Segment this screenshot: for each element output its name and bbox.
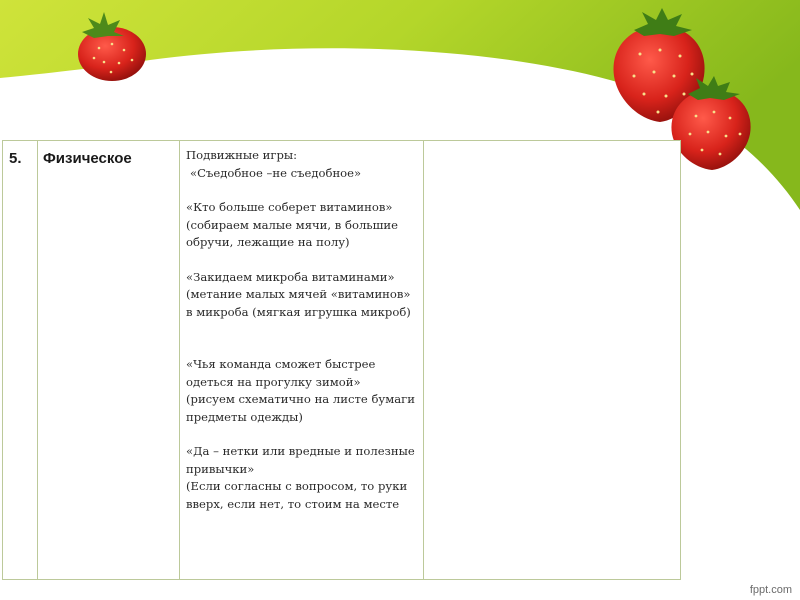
game-4-detail: (рисуем схематично на листе бумаги предметы одежды) (186, 392, 415, 424)
row-number-cell (3, 141, 38, 580)
game-2-title: «Кто больше соберет витаминов» (186, 200, 393, 214)
activity-table (2, 140, 681, 580)
game-3-title: «Закидаем микроба витаминами» (186, 269, 395, 284)
table-row (3, 141, 681, 580)
game-1: «Съедобное –не съедобное» (190, 165, 362, 180)
description-cell (180, 141, 424, 580)
game-2-detail: (собираем малые мячи, в большие обручи, лежащие на полу) (186, 217, 398, 249)
empty-cell (424, 141, 681, 580)
category-cell (38, 141, 180, 580)
row-number: 5. (9, 150, 22, 167)
strawberry-icon (64, 8, 154, 86)
game-3-detail: (метание малых мячей «витаминов» в микроба (мягкая игрушка микроб) (186, 287, 411, 319)
watermark: fppt.com (749, 584, 792, 596)
game-4-title: «Чья команда сможет быстрее одеться на прогулку зимой» (186, 357, 376, 389)
game-5-detail: (Если согласны с вопросом, то руки вверх, если нет, то стоим на месте (186, 479, 408, 511)
games-intro: Подвижные игры: (186, 148, 298, 162)
category-label: Физическое (43, 150, 132, 167)
game-5-title: «Да – нетки или вредные и полезные привычки» (186, 444, 415, 476)
